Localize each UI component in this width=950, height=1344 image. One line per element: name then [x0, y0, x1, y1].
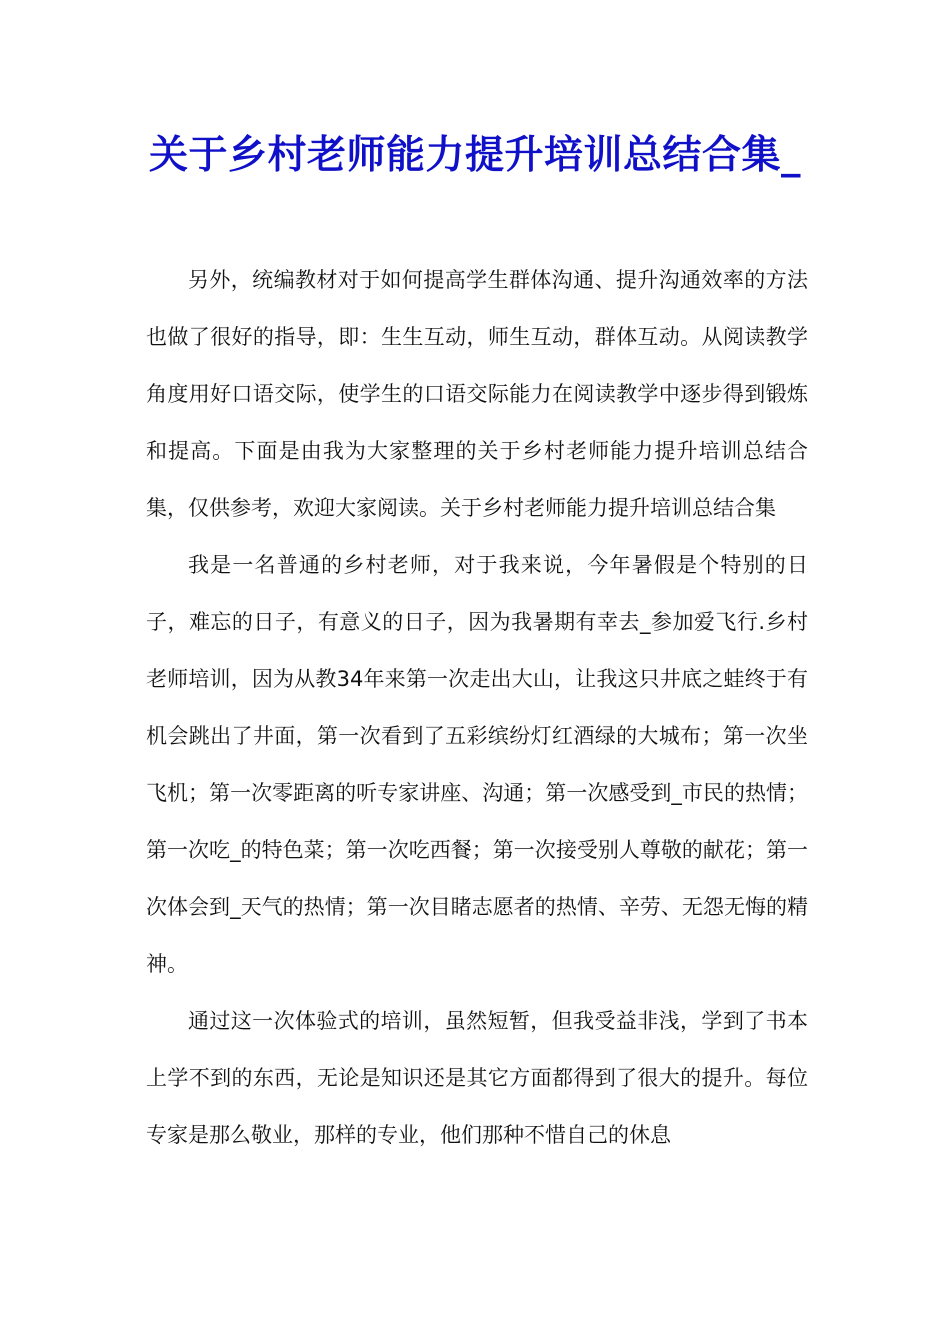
- paragraph: 通过这一次体验式的培训，虽然短暂，但我受益非浅，学到了书本上学不到的东西，无论是知识还是其它方面都得到了很大的提升。每位专家是那么敬业，那样的专业，他们那种不惜自己的休息: [146, 1009, 808, 1147]
- paragraph: 我是一名普通的乡村老师，对于我来说，今年暑假是个特别的日子，难忘的日子，有意义的日子，因为我暑期有幸去_参加爱飞行.乡村老师培训，因为从教34年来第一次走出大山，让我这只井底之蛙终于有机会跳出了井面，第一次看到了五彩缤纷灯红酒绿的大城布；第一次坐飞机；第一次零距离的听专家讲座、沟通；第一次感受到_市民的热情；第一次吃_的特色菜；第一次吃西餐；第一次接受别人尊敬的献花；第一次体会到_天气的热情；第一次目睹志愿者的热情、辛劳、无怨无悔的精神。: [146, 553, 808, 976]
- paragraph: 另外，统编教材对于如何提高学生群体沟通、提升沟通效率的方法也做了很好的指导，即：生生互动，师生互动，群体互动。从阅读教学角度用好口语交际，使学生的口语交际能力在阅读教学中逐步得到锻炼和提高。下面是由我为大家整理的关于乡村老师能力提升培训总结合集，仅供参考，欢迎大家阅读。关于乡村老师能力提升培训总结合集: [146, 268, 808, 520]
- document-body: [146, 252, 808, 1164]
- document-title: 关于乡村老师能力提升培训总结合集_: [148, 132, 801, 178]
